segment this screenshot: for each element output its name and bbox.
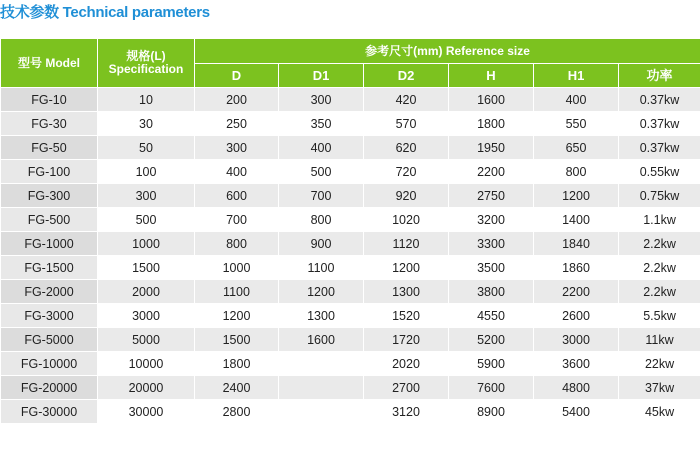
cell-h: 5900 — [449, 352, 534, 376]
cell-d2: 620 — [364, 136, 449, 160]
cell-d: 1000 — [195, 256, 279, 280]
cell-power: 0.37kw — [619, 136, 700, 160]
cell-d: 2800 — [195, 400, 279, 424]
cell-d1: 400 — [279, 136, 364, 160]
cell-h: 1800 — [449, 112, 534, 136]
cell-h: 3800 — [449, 280, 534, 304]
header-col-d2: D2 — [364, 64, 449, 88]
table-row — [1, 256, 700, 280]
cell-model: FG-10000 — [1, 352, 98, 376]
cell-d: 400 — [195, 160, 279, 184]
cell-spec: 30 — [98, 112, 195, 136]
header-spec-line2: Specification — [108, 62, 184, 76]
cell-spec: 300 — [98, 184, 195, 208]
cell-h1: 4800 — [534, 376, 619, 400]
cell-d: 200 — [195, 88, 279, 112]
cell-h1: 3600 — [534, 352, 619, 376]
cell-power: 2.2kw — [619, 280, 700, 304]
cell-d: 700 — [195, 208, 279, 232]
table-row — [1, 136, 700, 160]
cell-h: 8900 — [449, 400, 534, 424]
cell-d: 1800 — [195, 352, 279, 376]
header-spec-line1: 规格(L) — [126, 49, 166, 63]
header-model: 型号 Model — [1, 39, 98, 88]
cell-d2: 570 — [364, 112, 449, 136]
cell-power: 37kw — [619, 376, 700, 400]
header-col-power: 功率 — [619, 64, 700, 88]
cell-spec: 1500 — [98, 256, 195, 280]
cell-d2: 3120 — [364, 400, 449, 424]
cell-model: FG-500 — [1, 208, 98, 232]
cell-model: FG-5000 — [1, 328, 98, 352]
cell-h: 3500 — [449, 256, 534, 280]
cell-model: FG-100 — [1, 160, 98, 184]
cell-spec: 5000 — [98, 328, 195, 352]
cell-d: 1500 — [195, 328, 279, 352]
cell-d2: 2020 — [364, 352, 449, 376]
page-title: 技术参数 Technical parameters — [0, 4, 210, 21]
cell-model: FG-300 — [1, 184, 98, 208]
cell-h1: 400 — [534, 88, 619, 112]
cell-spec: 30000 — [98, 400, 195, 424]
cell-d1: 700 — [279, 184, 364, 208]
cell-d1: 1200 — [279, 280, 364, 304]
table-row — [1, 376, 700, 400]
cell-spec: 50 — [98, 136, 195, 160]
cell-d2: 1020 — [364, 208, 449, 232]
cell-d2: 920 — [364, 184, 449, 208]
cell-spec: 1000 — [98, 232, 195, 256]
header-col-h1: H1 — [534, 64, 619, 88]
cell-d1: 1600 — [279, 328, 364, 352]
cell-d: 600 — [195, 184, 279, 208]
cell-d2: 1200 — [364, 256, 449, 280]
cell-d2: 1520 — [364, 304, 449, 328]
table-row — [1, 352, 700, 376]
table-row — [1, 184, 700, 208]
cell-h1: 1400 — [534, 208, 619, 232]
cell-d2: 720 — [364, 160, 449, 184]
cell-h: 2200 — [449, 160, 534, 184]
cell-model: FG-3000 — [1, 304, 98, 328]
cell-power: 0.55kw — [619, 160, 700, 184]
cell-d2: 1720 — [364, 328, 449, 352]
cell-spec: 10000 — [98, 352, 195, 376]
cell-h: 5200 — [449, 328, 534, 352]
cell-spec: 500 — [98, 208, 195, 232]
cell-h1: 1840 — [534, 232, 619, 256]
cell-d1 — [279, 400, 364, 424]
cell-h1: 2600 — [534, 304, 619, 328]
cell-d1: 800 — [279, 208, 364, 232]
cell-spec: 10 — [98, 88, 195, 112]
cell-power: 11kw — [619, 328, 700, 352]
header-col-d1: D1 — [279, 64, 364, 88]
cell-d1: 900 — [279, 232, 364, 256]
cell-model: FG-30 — [1, 112, 98, 136]
cell-h1: 1200 — [534, 184, 619, 208]
cell-power: 0.37kw — [619, 88, 700, 112]
cell-h1: 650 — [534, 136, 619, 160]
cell-h: 3300 — [449, 232, 534, 256]
cell-h: 1950 — [449, 136, 534, 160]
cell-d1: 500 — [279, 160, 364, 184]
cell-power: 0.37kw — [619, 112, 700, 136]
cell-d1 — [279, 352, 364, 376]
cell-h: 1600 — [449, 88, 534, 112]
table-row — [1, 208, 700, 232]
cell-d1: 300 — [279, 88, 364, 112]
cell-d1: 1300 — [279, 304, 364, 328]
cell-d: 250 — [195, 112, 279, 136]
cell-d1 — [279, 376, 364, 400]
cell-model: FG-1500 — [1, 256, 98, 280]
cell-d: 2400 — [195, 376, 279, 400]
cell-d2: 1120 — [364, 232, 449, 256]
table-row — [1, 304, 700, 328]
cell-spec: 100 — [98, 160, 195, 184]
table-row — [1, 232, 700, 256]
cell-h: 2750 — [449, 184, 534, 208]
table-row — [1, 400, 700, 424]
cell-power: 22kw — [619, 352, 700, 376]
cell-model: FG-2000 — [1, 280, 98, 304]
cell-h: 4550 — [449, 304, 534, 328]
cell-d: 300 — [195, 136, 279, 160]
cell-d2: 420 — [364, 88, 449, 112]
cell-h: 7600 — [449, 376, 534, 400]
cell-power: 0.75kw — [619, 184, 700, 208]
cell-h1: 3000 — [534, 328, 619, 352]
header-col-h: H — [449, 64, 534, 88]
cell-model: FG-20000 — [1, 376, 98, 400]
cell-d: 1100 — [195, 280, 279, 304]
cell-d: 1200 — [195, 304, 279, 328]
cell-power: 2.2kw — [619, 232, 700, 256]
header-col-d: D — [195, 64, 279, 88]
cell-d2: 2700 — [364, 376, 449, 400]
cell-power: 2.2kw — [619, 256, 700, 280]
cell-h1: 2200 — [534, 280, 619, 304]
cell-power: 5.5kw — [619, 304, 700, 328]
cell-spec: 2000 — [98, 280, 195, 304]
cell-h1: 1860 — [534, 256, 619, 280]
cell-h1: 550 — [534, 112, 619, 136]
cell-spec: 3000 — [98, 304, 195, 328]
technical-parameters-table — [0, 38, 700, 424]
cell-spec: 20000 — [98, 376, 195, 400]
table-row — [1, 112, 700, 136]
table-row — [1, 160, 700, 184]
cell-model: FG-1000 — [1, 232, 98, 256]
cell-h1: 5400 — [534, 400, 619, 424]
cell-power: 1.1kw — [619, 208, 700, 232]
header-reference-size: 参考尺寸(mm) Reference size — [195, 39, 700, 64]
table-row — [1, 88, 700, 112]
cell-d: 800 — [195, 232, 279, 256]
cell-model: FG-10 — [1, 88, 98, 112]
table-row — [1, 328, 700, 352]
cell-h: 3200 — [449, 208, 534, 232]
table-row — [1, 280, 700, 304]
cell-d2: 1300 — [364, 280, 449, 304]
cell-d1: 350 — [279, 112, 364, 136]
header-specification — [98, 39, 195, 88]
cell-model: FG-50 — [1, 136, 98, 160]
cell-d1: 1100 — [279, 256, 364, 280]
cell-model: FG-30000 — [1, 400, 98, 424]
cell-power: 45kw — [619, 400, 700, 424]
cell-h1: 800 — [534, 160, 619, 184]
